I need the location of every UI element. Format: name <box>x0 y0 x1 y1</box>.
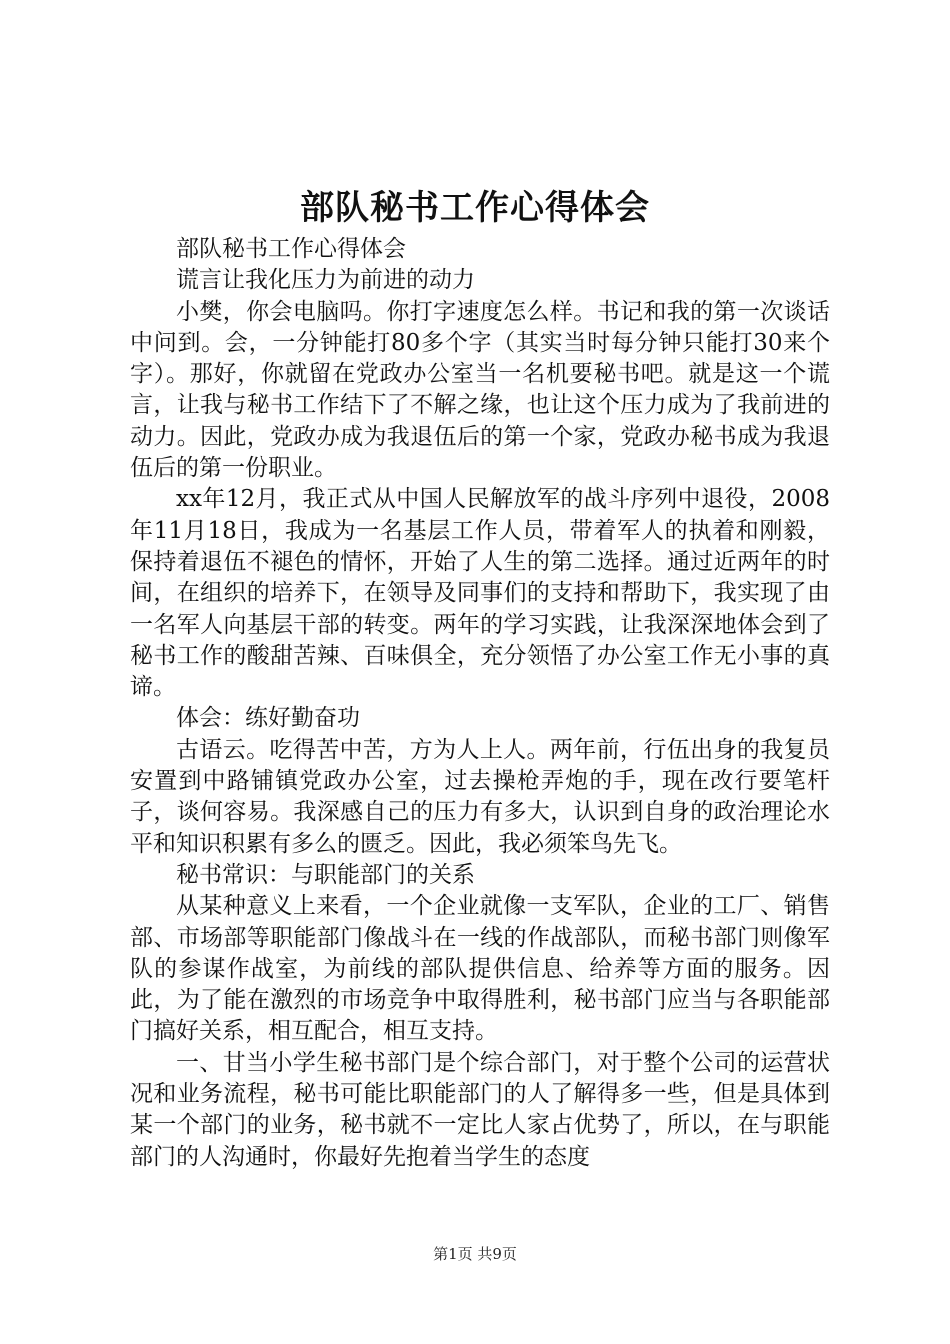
paragraph-subtitle: 部队秘书工作心得体会 <box>176 236 406 262</box>
paragraph-heading-relations: 秘书常识：与职能部门的关系 <box>176 861 475 888</box>
paragraph-heading-diligence: 体会：练好勤奋功 <box>176 705 360 732</box>
paragraph-heading-lie: 谎言让我化压力为前进的动力 <box>176 267 475 294</box>
paragraph-army-analogy: 从某种意义上来看，一个企业就像一支军队，企业的工厂、销售部、市场部等职能部门像战斗在一线的作战部队，而秘书部门则像军队的参谋作战室，为前线的部队提供信息、给养等方面的服务。因此，为了能在激烈的市场竞争中取得胜利，秘书部门应当与各职能部门搞好关系，相互配合，相互支持。 <box>130 893 830 1045</box>
paragraph-retirement: xx年12月，我正式从中国人民解放军的战斗序列中退役，2008年11月18日，我成为一名基层工作人员，带着军人的执着和刚毅，保持着退伍不褪色的情怀，开始了人生的第二选择。通过近两年的时间，在组织的培养下，在领导及同事们的支持和帮助下，我实现了由一名军人向基层干部的转变。两年的学习实践，让我深深地体会到了秘书工作的酸甜苦辣、百味俱全，充分领悟了办公室工作无小事的真谛。 <box>130 486 830 701</box>
page-footer: 第1页 共9页 <box>433 1245 517 1263</box>
paragraph-proverb: 古语云。吃得苦中苦，方为人上人。两年前，行伍出身的我复员安置到中路铺镇党政办公室，过去操枪弄炮的手，现在改行要笔杆子，谈何容易。我深感自己的压力有多大，认识到自身的政治理论水平和知识积累有多么的匮乏。因此，我必须笨鸟先飞。 <box>130 736 830 857</box>
paragraph-first-talk: 小樊，你会电脑吗。你打字速度怎么样。书记和我的第一次谈话中问到。会，一分钟能打80多个字（其实当时每分钟只能打30来个字）。那好，你就留在党政办公室当一名机要秘书吧。就是这一个谎言，让我与秘书工作结下了不解之缘，也让这个压力成为了我前进的动力。因此，党政办成为我退伍后的第一个家，党政办秘书成为我退伍后的第一份职业。 <box>130 298 830 482</box>
paragraph-student-attitude: 一、甘当小学生秘书部门是个综合部门，对于整个公司的运营状况和业务流程，秘书可能比职能部门的人了解得多一些，但是具体到某一个部门的业务，秘书就不一定比人家占优势了，所以，在与职能部门的人沟通时，你最好先抱着当学生的态度 <box>130 1049 830 1170</box>
document-body <box>130 234 830 1173</box>
document-title: 部队秘书工作心得体会 <box>300 188 650 228</box>
